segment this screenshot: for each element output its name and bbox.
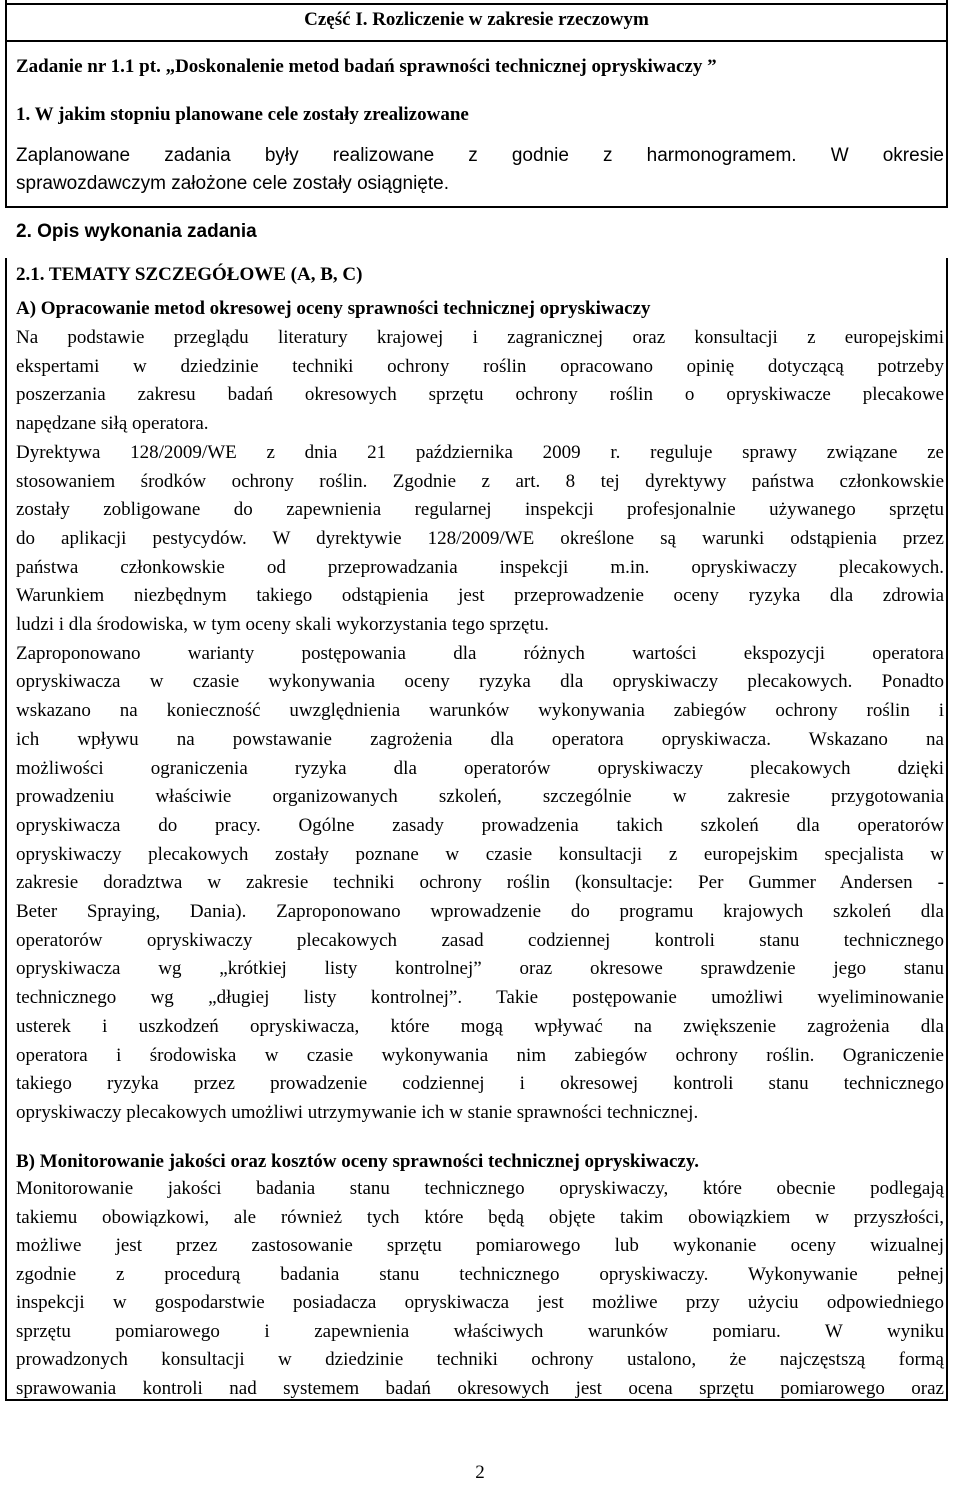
text-line: opryskiwaczy plecakowych zostały poznane w czasie konsultacji z europejskim specjalista w xyxy=(16,843,944,865)
section2-heading: 2. Opis wykonania zadania xyxy=(16,221,257,242)
rule-below-part-title xyxy=(5,40,948,42)
text-line: Zaproponowano warianty postępowania dla różnych wartości ekspozycji operatora xyxy=(16,642,944,664)
section1-line2: sprawozdawczym założone cele zostały osiągnięte. xyxy=(16,173,449,194)
text-line: poszerzania zakresu badań okresowych sprzętu ochrony roślin o opryskiwacze plecakowe xyxy=(16,384,944,406)
text-line: ekspertami w dziedzinie techniki ochrony roślin opracowano opinię dotyczącą potrzeby xyxy=(16,355,944,377)
text-line: operatorów opryskiwaczy plecakowych zasad codziennej kontroli stanu technicznego xyxy=(16,929,944,951)
section-a-heading: A) Opracowanie metod okresowej oceny sprawności technicznej opryskiwaczy xyxy=(16,298,651,319)
text-line: opryskiwacza do pracy. Ogólne zasady prowadzenia takich szkoleń dla operatorów xyxy=(16,814,944,836)
text-line: usterek i uszkodzeń opryskiwacza, które mogą wpływać na zwiększenie zagrożenia dla xyxy=(16,1015,944,1037)
text-line: zostały zobligowane do zapewnienia regularnej inspekcji profesjonalnie używanego sprzętu xyxy=(16,499,944,521)
text-line: operatora i środowiska w czasie wykonywania nim zabiegów ochrony roślin. Ograniczenie xyxy=(16,1044,944,1066)
section2-subheading: 2.1. TEMATY SZCZEGÓŁOWE (A, B, C) xyxy=(16,264,363,285)
text-line: Na podstawie przeglądu literatury krajowej i zagranicznej oraz konsultacji z europejskimi xyxy=(16,327,944,348)
text-line: państwa członkowskie od przeprowadzania inspekcji m.in. opryskiwaczy plecakowych. xyxy=(16,556,944,578)
text-line: możliwe jest przez zastosowanie sprzętu pomiarowego lub wykonanie oceny wizualnej xyxy=(16,1235,944,1256)
text-line: Beter Spraying, Dania). Zaproponowano wprowadzenie do programu krajowych szkoleń dla xyxy=(16,901,944,922)
text-line: inspekcji w gospodarstwie posiadacza opryskiwacza jest możliwe przy użyciu odpowiedniego xyxy=(16,1292,944,1313)
section1-heading: 1. W jakim stopniu planowane cele zostały zrealizowane xyxy=(16,104,469,125)
page-number: 2 xyxy=(475,1462,485,1483)
text-line: zakresie doradztwa w zakresie techniki ochrony roślin (konsultacje: Per Gummer Andersen - xyxy=(16,872,944,894)
text-line: opryskiwacza wg „krótkiej listy kontrolnej” oraz okresowe sprawdzenie jego stanu xyxy=(16,958,944,980)
part-title: Część I. Rozliczenie w zakresie rzeczowym xyxy=(304,9,649,30)
text-line: Monitorowanie jakości badania stanu technicznego opryskiwaczy, które obecnie podlegają xyxy=(16,1178,944,1199)
task-title: Zadanie nr 1.1 pt. „Doskonalenie metod badań sprawności technicznej opryskiwaczy ” xyxy=(16,56,717,77)
text-line: zgodnie z procedurą badania stanu technicznego opryskiwaczy. Wykonywanie pełnej xyxy=(16,1263,944,1285)
text-line: Dyrektywa 128/2009/WE z dnia 21 października 2009 r. reguluje sprawy związane ze xyxy=(16,441,944,463)
text-line: opryskiwaczy plecakowych umożliwi utrzymywanie ich w stanie sprawności technicznej. xyxy=(16,1101,699,1123)
text-line: prowadzonych konsultacji w dziedzinie techniki ochrony ustalono, że najczęstszą formą xyxy=(16,1349,944,1370)
text-line: ludzi i dla środowiska, w tym oceny skali wykorzystania tego sprzętu. xyxy=(16,614,549,635)
text-line: stosowaniem środków ochrony roślin. Zgodnie z art. 8 tej dyrektywy państwa członkowskie xyxy=(16,470,944,492)
top-rule xyxy=(5,3,948,5)
text-line: do aplikacji pestycydów. W dyrektywie 128/2009/WE określone są warunki odstąpienia przez xyxy=(16,527,944,549)
text-line: opryskiwacza w czasie wykonywania oceny ryzyka dla opryskiwaczy plecakowych. Ponadto xyxy=(16,671,944,693)
text-line: Warunkiem niezbędnym takiego odstąpienia jest przeprowadzenie oceny ryzyka dla zdrowia xyxy=(16,585,944,607)
text-line: prowadzeniu właściwie organizowanych szkoleń, szczególnie w zakresie przygotowania xyxy=(16,786,944,808)
text-line: sprzętu pomiarowego i zapewnienia właściwych warunków pomiaru. W wyniku xyxy=(16,1320,944,1342)
section-b-heading: B) Monitorowanie jakości oraz kosztów oceny sprawności technicznej opryskiwaczy. xyxy=(16,1151,700,1172)
text-line: takiego ryzyka przez prowadzenie codziennej i okresowej kontroli stanu technicznego xyxy=(16,1073,944,1095)
text-line: możliwości ograniczenia ryzyka dla operatorów opryskiwaczy plecakowych dzięki xyxy=(16,757,944,779)
text-line: wskazano na konieczność uwzględnienia warunków wykonywania zabiegów ochrony roślin i xyxy=(16,700,944,722)
section1-line1: Zaplanowane zadania były realizowane z godnie z harmonogramem. W okresie xyxy=(16,145,944,166)
text-line: napędzane siłą operatora. xyxy=(16,413,209,435)
text-line: sprawowania kontroli nad systemem badań okresowych jest ocena sprzętu pomiarowego oraz xyxy=(16,1377,944,1399)
text-line: takiemu obowiązkowi, ale również tych które będą objęte takim obowiązkiem w przyszłości, xyxy=(16,1206,944,1228)
text-line: ich wpływu na powstawanie zagrożenia dla operatora opryskiwacza. Wskazano na xyxy=(16,728,944,750)
text-line: technicznego wg „długiej listy kontrolnej”. Takie postępowanie umożliwi wyeliminowanie xyxy=(16,987,944,1009)
